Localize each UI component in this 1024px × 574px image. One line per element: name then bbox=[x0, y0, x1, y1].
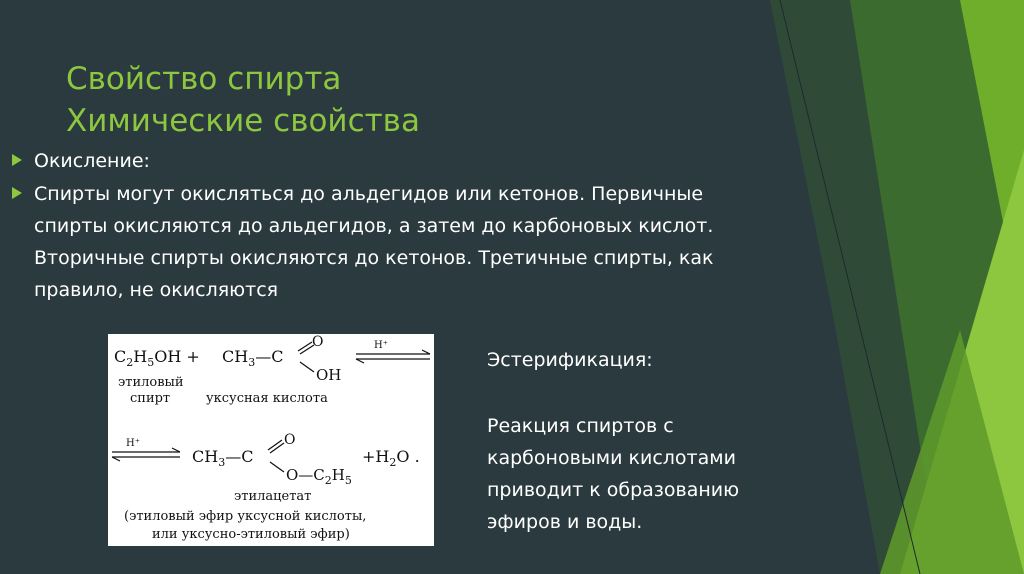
single-bond-line bbox=[300, 362, 314, 372]
acid-oxygen-label: O bbox=[312, 334, 324, 350]
catalyst-label: H⁺ bbox=[374, 340, 388, 351]
bullet-text: Окисление: bbox=[34, 150, 150, 172]
ester-formula-left: $CH_3—C$ bbox=[192, 447, 254, 469]
bullet-oxidation bbox=[12, 145, 150, 177]
ester-oxygen-label: O bbox=[284, 432, 296, 448]
esterification-equation-image bbox=[108, 334, 434, 546]
title-line-2: Химические свойства bbox=[66, 103, 420, 139]
ethanol-name-2: спирт bbox=[130, 391, 171, 406]
bullet-arrow-icon bbox=[12, 154, 22, 166]
acetic-acid-name: уксусная кислота bbox=[206, 391, 328, 406]
bullet-oxidation-details bbox=[12, 178, 752, 306]
acid-hydroxyl-label: OH bbox=[316, 366, 342, 384]
bullet-text: Спирты могут окисляться до альдегидов или кетонов. Первичные спирты окисляются до альдегидов, а затем до карбоновых кислот. Вторичные спирты окисляются до кетонов. Третичные спирты, как правило, не окисляются bbox=[34, 183, 714, 301]
acetic-acid-formula: $CH_3—C$ bbox=[222, 347, 284, 369]
ester-note-1: (этиловый эфир уксусной кислоты, bbox=[124, 509, 367, 524]
ethanol-name-1: этиловый bbox=[118, 375, 184, 390]
ester-note-2: или уксусно-этиловый эфир) bbox=[152, 527, 350, 542]
ester-name: этилацетат bbox=[234, 489, 312, 504]
title-line-1: Свойство спирта bbox=[66, 61, 342, 97]
esterification-heading: Эстерификация: bbox=[487, 349, 653, 371]
double-bond-line bbox=[298, 342, 312, 351]
water-formula: $+H_2O$ . bbox=[362, 447, 420, 469]
ester-formula-right: $O—C_2H_5$ bbox=[286, 466, 352, 487]
slide-title bbox=[66, 58, 420, 142]
esterification-text: Реакция спиртов с карбоновыми кислотами приводит к образованию эфиров и воды. bbox=[487, 415, 740, 533]
ethanol-formula: $C_2H_5OH$ + bbox=[114, 347, 200, 369]
catalyst-label-2: H⁺ bbox=[126, 438, 140, 449]
bullet-arrow-icon bbox=[12, 187, 22, 199]
